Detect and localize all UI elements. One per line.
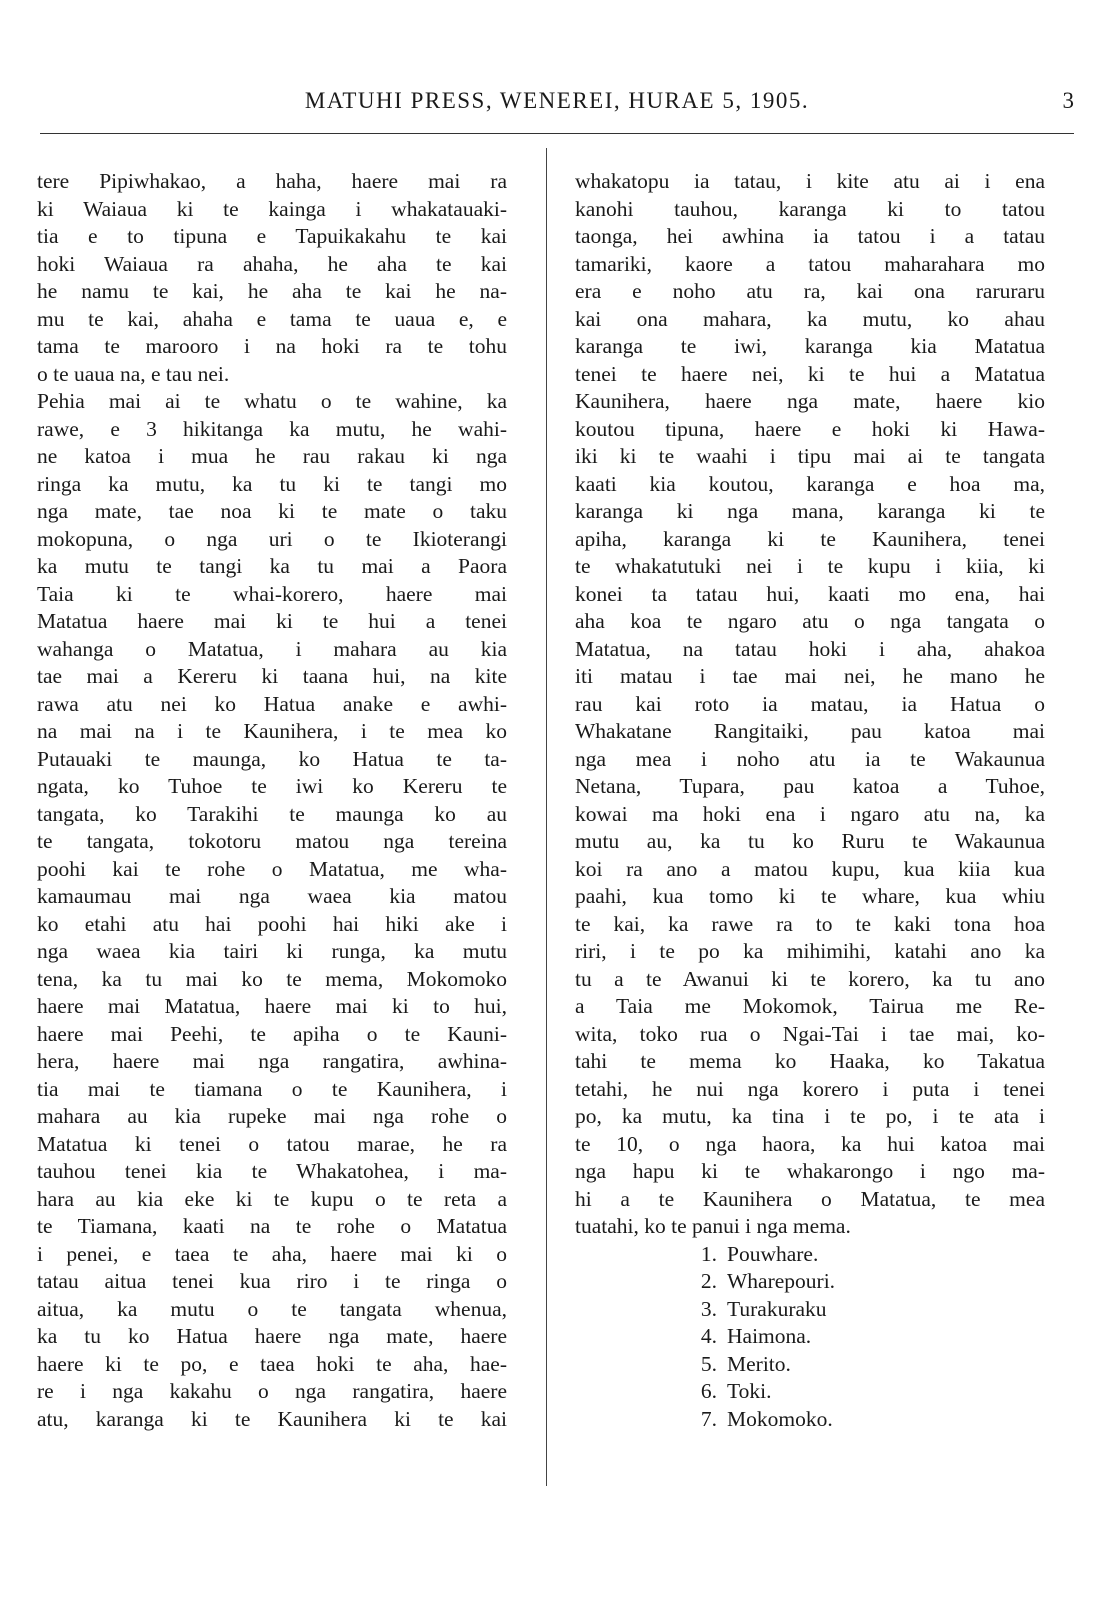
text-line: tu a te Awanui ki te korero, ka tu ano [575,966,1045,991]
text-line: karanga te iwi, karanga kia Matatua [575,334,1045,358]
text-line: Matatua haere mai ki te hui a tenei [37,609,507,633]
text-line: hi a te Kaunihera o Matatua, te mea [575,1186,1045,1211]
text-line: ki Waiaua ki te kainga i whakatauaki- [37,196,507,221]
text-line: mutu au, ka tu ko Ruru te Wakaunua [575,829,1045,853]
text-line: karanga ki nga mana, karanga ki te [575,499,1045,523]
text-line: iki ki te waahi i tipu mai ai te tangata [575,444,1045,468]
text-line: Whakatane Rangitaiki, pau katoa mai [575,719,1045,743]
text-line: haere ki te po, e taea hoki te aha, hae- [37,1351,507,1376]
text-line: whakatopu ia tatau, i kite atu ai i ena [575,169,1045,193]
text-line: wita, toko rua o Ngai-Tai i tae mai, ko- [575,1021,1045,1046]
text-line: nga mate, tae noa ki te mate o taku [37,499,507,523]
header-rule [40,133,1074,134]
right-column [575,168,1045,1433]
text-line: te Tiamana, kaati na te rohe o Matatua [37,1214,507,1238]
member-list-item [575,1351,1045,1379]
text-line: te kai, ka rawe ra to te kaki tona hoa [575,911,1045,936]
page-header [40,88,1074,122]
column-divider [546,148,547,1486]
member-list-item [575,1268,1045,1296]
text-line: tae mai a Kereru ki taana hui, na kite [37,664,507,688]
text-line: kanohi tauhou, karanga ki to tatou [575,196,1045,221]
text-line: aitua, ka mutu o te tangata whenua, [37,1296,507,1321]
masthead-title: MATUHI PRESS, WENEREI, HURAE 5, 1905. [304,88,810,113]
member-number: 5. [700,1351,717,1376]
text-line: tahi te mema ko Haaka, ko Takatua [575,1049,1045,1073]
text-line: tauhou tenei kia te Whakatohea, i ma- [37,1159,507,1183]
text-line: na mai na i te Kaunihera, i te mea ko [37,719,507,743]
text-line: iti matau i tae mai nei, he mano he [575,664,1045,688]
text-line: nga hapu ki te whakarongo i ngo ma- [575,1159,1045,1183]
page-number: 3 [1062,88,1074,113]
text-line: Matatua ki tenei o tatou marae, he ra [37,1131,507,1156]
text-line: kowai ma hoki ena i ngaro atu na, ka [575,801,1045,826]
text-line: ngata, ko Tuhoe te iwi ko Kereru te [37,774,507,798]
text-line: ka tu ko Hatua haere nga mate, haere [37,1324,507,1348]
text-line: era e noho atu ra, kai ona raruraru [575,279,1045,303]
text-line: riri, i te po ka mihimihi, katahi ano ka [575,939,1045,963]
text-line: tatau aitua tenei kua riro i te ringa o [37,1269,507,1293]
members-list [575,1241,1045,1434]
text-line: te tangata, tokotoru matou nga tereina [37,829,507,853]
text-line: hera, haere mai nga rangatira, awhina- [37,1049,507,1073]
text-line: aha koa te ngaro atu o nga tangata o [575,609,1045,633]
member-name: Haimona. [727,1324,812,1348]
text-line: tuatahi, ko te panui i nga mema. [575,1214,851,1238]
text-line: te whakatutuki nei i te kupu i kiia, ki [575,554,1045,578]
text-line: tia mai te tiamana o te Kaunihera, i [37,1076,507,1101]
member-name: Toki. [727,1379,772,1403]
member-name: Mokomoko. [727,1406,833,1431]
text-line: mokopuna, o nga uri o te Ikioterangi [37,526,507,551]
text-line: Netana, Tupara, pau katoa a Tuhoe, [575,774,1045,798]
text-line: konei ta tatau hui, kaati mo ena, hai [575,581,1045,606]
text-line: tenei te haere nei, ki te hui a Matatua [575,361,1045,386]
text-line: o te uaua na, e tau nei. [37,361,230,386]
member-name: Wharepouri. [727,1269,836,1293]
text-line: koi ra ano a matou kupu, kua kiia kua [575,856,1045,881]
text-line: hoki Waiaua ra ahaha, he aha te kai [37,251,507,276]
text-line: Matatua, na tatau hoki i aha, ahakoa [575,636,1045,661]
member-list-item [575,1241,1045,1269]
member-number: 2. [700,1269,717,1293]
member-list-item [575,1378,1045,1406]
text-line: tena, ka tu mai ko te mema, Mokomoko [37,966,507,991]
text-line: a Taia me Mokomok, Tairua me Re- [575,994,1045,1018]
text-line: ne katoa i mua he rau rakau ki nga [37,444,507,468]
text-line: mu te kai, ahaha e tama te uaua e, e [37,306,507,331]
member-list-item [575,1323,1045,1351]
member-name: Turakuraku [727,1296,827,1321]
member-number: 6. [700,1379,717,1403]
text-line: re i nga kakahu o nga rangatira, haere [37,1379,507,1403]
member-number: 7. [700,1406,717,1431]
member-number: 4. [700,1324,717,1348]
text-line: kai ona mahara, ka mutu, ko ahau [575,306,1045,331]
text-line: paahi, kua tomo ki te whare, kua whiu [575,884,1045,908]
text-line: apiha, karanga ki te Kaunihera, tenei [575,526,1045,551]
member-list-item [575,1296,1045,1324]
text-line: Putauaki te maunga, ko Hatua te ta- [37,746,507,771]
text-line: tia e to tipuna e Tapuikakahu te kai [37,224,507,248]
text-line: Pehia mai ai te whatu o te wahine, ka [37,389,507,413]
text-line: tere Pipiwhakao, a haha, haere mai ra [37,169,507,193]
text-line: wahanga o Matatua, i mahara au kia [37,636,507,661]
text-line: te 10, o nga haora, ka hui katoa mai [575,1131,1045,1156]
text-line: hara au kia eke ki te kupu o te reta a [37,1186,507,1211]
text-line: mahara au kia rupeke mai nga rohe o [37,1104,507,1128]
text-line: haere mai Matatua, haere mai ki to hui, [37,994,507,1018]
member-list-item [575,1406,1045,1434]
member-name: Pouwhare. [727,1241,819,1266]
text-line: ko etahi atu hai poohi hai hiki ake i [37,911,507,936]
text-line: tetahi, he nui nga korero i puta i tenei [575,1076,1045,1101]
left-column [37,168,507,1433]
text-line: haere mai Peehi, te apiha o te Kauni- [37,1021,507,1046]
text-line: ringa ka mutu, ka tu ki te tangi mo [37,471,507,496]
text-line: rawa atu nei ko Hatua anake e awhi- [37,691,507,716]
text-line: kamaumau mai nga waea kia matou [37,884,507,908]
text-line: tama te marooro i na hoki ra te tohu [37,334,507,358]
text-line: tangata, ko Tarakihi te maunga ko au [37,801,507,826]
member-number: 3. [700,1296,717,1321]
text-line: ka mutu te tangi ka tu mai a Paora [37,554,507,578]
text-line: po, ka mutu, ka tina i te po, i te ata i [575,1104,1045,1128]
text-line: kaati kia koutou, karanga e hoa ma, [575,471,1045,496]
text-line: tamariki, kaore a tatou maharahara mo [575,251,1045,276]
text-line: atu, karanga ki te Kaunihera ki te kai [37,1406,507,1431]
text-line: koutou tipuna, haere e hoki ki Hawa- [575,416,1045,441]
text-line: poohi kai te rohe o Matatua, me wha- [37,856,507,881]
text-line: taonga, hei awhina ia tatou i a tatau [575,224,1045,248]
text-line: nga mea i noho atu ia te Wakaunua [575,746,1045,771]
member-number: 1. [700,1241,717,1266]
member-name: Merito. [727,1351,791,1376]
text-line: rau kai roto ia matau, ia Hatua o [575,691,1045,716]
text-line: i penei, e taea te aha, haere mai ki o [37,1241,507,1266]
text-line: Taia ki te whai-korero, haere mai [37,581,507,606]
text-line: he namu te kai, he aha te kai he na- [37,279,507,303]
text-line: nga waea kia tairi ki runga, ka mutu [37,939,507,963]
text-line: Kaunihera, haere nga mate, haere kio [575,389,1045,413]
text-line: rawe, e 3 hikitanga ka mutu, he wahi- [37,416,507,441]
